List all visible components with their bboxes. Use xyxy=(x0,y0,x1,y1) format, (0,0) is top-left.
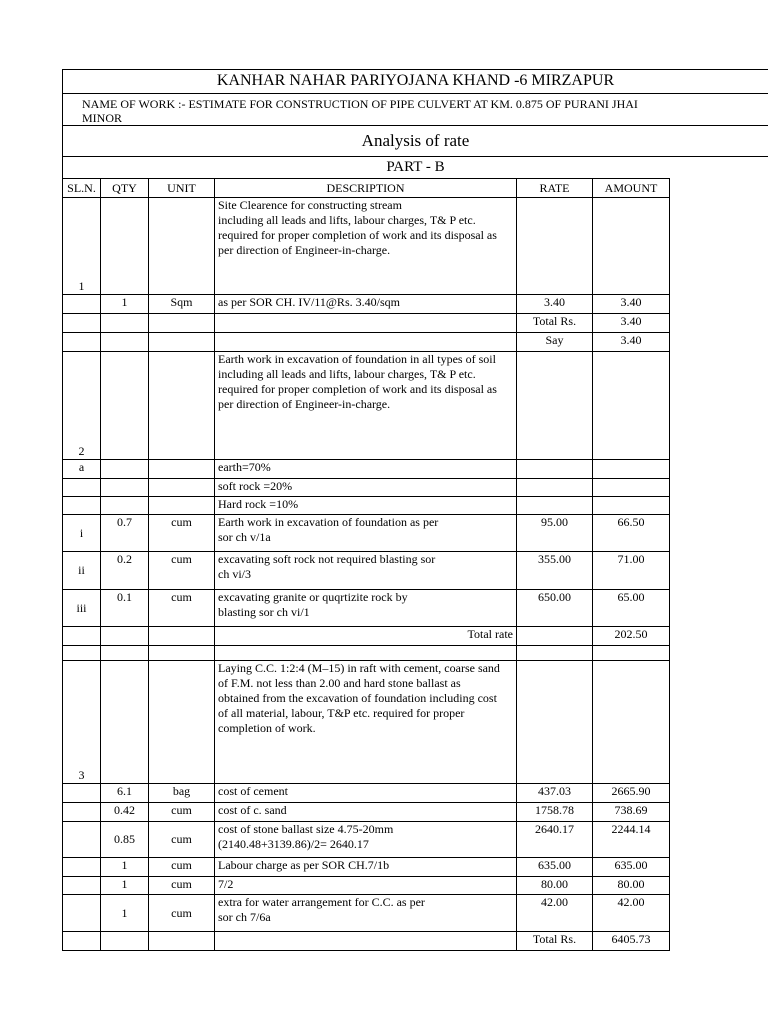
table-row xyxy=(63,552,670,590)
cell-sl xyxy=(63,784,101,803)
cell-amount: 635.00 xyxy=(593,858,670,877)
cell-unit xyxy=(149,627,215,646)
cell-amount xyxy=(593,352,670,460)
cell-rate: 650.00 xyxy=(517,590,593,627)
table-row xyxy=(63,895,670,932)
cell-description: earth=70% xyxy=(215,460,517,479)
cell-unit xyxy=(149,460,215,479)
table-row xyxy=(63,479,670,497)
table-row xyxy=(63,333,670,352)
table-body xyxy=(63,198,670,951)
cell-rate xyxy=(517,198,593,295)
cell-unit: Sqm xyxy=(149,295,215,314)
table-row xyxy=(63,627,670,646)
cell-description: Labour charge as per SOR CH.7/1b xyxy=(215,858,517,877)
table-row xyxy=(63,784,670,803)
col-header-rate: RATE xyxy=(517,179,593,198)
cell-sl: iii xyxy=(63,590,101,627)
table-row xyxy=(63,877,670,895)
cell-amount: 2665.90 xyxy=(593,784,670,803)
cell-unit: cum xyxy=(149,803,215,822)
col-header-unit: UNIT xyxy=(149,179,215,198)
col-header-qty: QTY xyxy=(101,179,149,198)
cell-qty: 1 xyxy=(101,295,149,314)
cell-description: 7/2 xyxy=(215,877,517,895)
cell-rate: 42.00 xyxy=(517,895,593,932)
cell-qty xyxy=(101,627,149,646)
cell-sl xyxy=(63,314,101,333)
cell-qty: 1 xyxy=(101,858,149,877)
cell-sl: 1 xyxy=(63,198,101,295)
cell-sl xyxy=(63,803,101,822)
table-row xyxy=(63,295,670,314)
cell-amount: 80.00 xyxy=(593,877,670,895)
table-row xyxy=(63,932,670,951)
cell-rate xyxy=(517,627,593,646)
cell-description xyxy=(215,314,517,333)
cell-unit: bag xyxy=(149,784,215,803)
cell-unit xyxy=(149,661,215,784)
cell-qty xyxy=(101,661,149,784)
cell-description: excavating soft rock not required blasting sor ch vi/3 xyxy=(215,552,517,590)
cell-qty xyxy=(101,932,149,951)
cell-qty xyxy=(101,333,149,352)
cell-unit xyxy=(149,646,215,661)
cell-amount: 3.40 xyxy=(593,333,670,352)
cell-sl: 2 xyxy=(63,352,101,460)
cell-description: Site Clearence for constructing stream including all leads and lifts, labour charges, T& P etc. required for proper completion of work and its disposal as per direction of Engineer-in-charge. xyxy=(215,198,517,295)
cell-qty xyxy=(101,198,149,295)
cell-qty: 0.42 xyxy=(101,803,149,822)
cell-description xyxy=(215,646,517,661)
cell-sl: ii xyxy=(63,552,101,590)
cell-sl xyxy=(63,932,101,951)
cell-amount: 202.50 xyxy=(593,627,670,646)
name-of-work: NAME OF WORK :- ESTIMATE FOR CONSTRUCTION OF PIPE CULVERT AT KM. 0.875 OF PURANI JHAI MINOR xyxy=(62,93,768,125)
cell-amount: 738.69 xyxy=(593,803,670,822)
cell-amount xyxy=(593,661,670,784)
part-heading: PART - B xyxy=(62,156,768,178)
cell-rate: 437.03 xyxy=(517,784,593,803)
cell-qty xyxy=(101,497,149,515)
table-row xyxy=(63,515,670,552)
table-row xyxy=(63,198,670,295)
cell-amount xyxy=(593,479,670,497)
cell-rate xyxy=(517,352,593,460)
cell-amount xyxy=(593,646,670,661)
cell-description: Earth work in excavation of foundation in all types of soil including all leads and lifts, labour charges, T& P etc. required for proper completion of work and its disposal as per direction of Engineer-in-charge. xyxy=(215,352,517,460)
cell-unit xyxy=(149,352,215,460)
cell-qty: 0.7 xyxy=(101,515,149,552)
cell-qty xyxy=(101,646,149,661)
table-row xyxy=(63,497,670,515)
cell-sl: a xyxy=(63,460,101,479)
cell-amount: 3.40 xyxy=(593,295,670,314)
cell-sl xyxy=(63,479,101,497)
cell-sl xyxy=(63,822,101,858)
cell-description: cost of stone ballast size 4.75-20mm (2140.48+3139.86)/2= 2640.17 xyxy=(215,822,517,858)
cell-unit xyxy=(149,314,215,333)
cell-sl xyxy=(63,895,101,932)
cell-rate: 355.00 xyxy=(517,552,593,590)
cell-description: excavating granite or quqrtizite rock by blasting sor ch vi/1 xyxy=(215,590,517,627)
cell-unit: cum xyxy=(149,895,215,932)
cell-rate: Say xyxy=(517,333,593,352)
cell-rate xyxy=(517,661,593,784)
cell-qty: 0.1 xyxy=(101,590,149,627)
cell-unit: cum xyxy=(149,515,215,552)
table-row xyxy=(63,803,670,822)
cell-description xyxy=(215,932,517,951)
analysis-heading: Analysis of rate xyxy=(62,125,768,156)
cell-rate: 3.40 xyxy=(517,295,593,314)
cell-amount: 71.00 xyxy=(593,552,670,590)
cell-sl: i xyxy=(63,515,101,552)
cell-unit xyxy=(149,932,215,951)
rate-analysis-table xyxy=(62,178,670,951)
col-header-description: DESCRIPTION xyxy=(215,179,517,198)
table-row xyxy=(63,352,670,460)
col-header-amount: AMOUNT xyxy=(593,179,670,198)
cell-description: Hard rock =10% xyxy=(215,497,517,515)
cell-sl xyxy=(63,295,101,314)
cell-sl xyxy=(63,627,101,646)
cell-qty: 6.1 xyxy=(101,784,149,803)
cell-unit: cum xyxy=(149,590,215,627)
cell-rate xyxy=(517,479,593,497)
cell-rate xyxy=(517,497,593,515)
cell-amount: 3.40 xyxy=(593,314,670,333)
table-header-row xyxy=(63,179,670,198)
cell-sl xyxy=(63,858,101,877)
table-row xyxy=(63,314,670,333)
cell-description: cost of c. sand xyxy=(215,803,517,822)
table-row xyxy=(63,460,670,479)
col-header-sl: SL.N. xyxy=(63,179,101,198)
cell-description: cost of cement xyxy=(215,784,517,803)
cell-unit xyxy=(149,479,215,497)
table-row xyxy=(63,822,670,858)
cell-amount: 65.00 xyxy=(593,590,670,627)
cell-amount: 66.50 xyxy=(593,515,670,552)
cell-description: as per SOR CH. IV/11@Rs. 3.40/sqm xyxy=(215,295,517,314)
cell-unit: cum xyxy=(149,877,215,895)
cell-amount xyxy=(593,460,670,479)
table-row xyxy=(63,646,670,661)
cell-qty: 0.2 xyxy=(101,552,149,590)
cell-rate: 2640.17 xyxy=(517,822,593,858)
cell-total-label: Total rate xyxy=(215,627,517,646)
cell-rate: 635.00 xyxy=(517,858,593,877)
cell-sl: 3 xyxy=(63,661,101,784)
cell-unit: cum xyxy=(149,858,215,877)
cell-rate: 95.00 xyxy=(517,515,593,552)
cell-sl xyxy=(63,646,101,661)
cell-description: Earth work in excavation of foundation as per sor ch v/1a xyxy=(215,515,517,552)
cell-qty: 1 xyxy=(101,877,149,895)
cell-rate xyxy=(517,460,593,479)
cell-unit: cum xyxy=(149,822,215,858)
cell-sl xyxy=(63,877,101,895)
sheet-title: KANHAR NAHAR PARIYOJANA KHAND -6 MIRZAPUR xyxy=(62,69,768,93)
cell-amount xyxy=(593,198,670,295)
cell-rate: Total Rs. xyxy=(517,932,593,951)
cell-amount: 42.00 xyxy=(593,895,670,932)
estimate-sheet xyxy=(62,69,768,951)
table-row xyxy=(63,661,670,784)
table-row xyxy=(63,590,670,627)
cell-qty xyxy=(101,352,149,460)
cell-unit xyxy=(149,333,215,352)
cell-qty: 1 xyxy=(101,895,149,932)
cell-rate: 80.00 xyxy=(517,877,593,895)
cell-description: soft rock =20% xyxy=(215,479,517,497)
cell-rate: Total Rs. xyxy=(517,314,593,333)
cell-amount: 2244.14 xyxy=(593,822,670,858)
cell-unit xyxy=(149,198,215,295)
cell-sl xyxy=(63,333,101,352)
cell-rate: 1758.78 xyxy=(517,803,593,822)
cell-qty: 0.85 xyxy=(101,822,149,858)
cell-sl xyxy=(63,497,101,515)
cell-qty xyxy=(101,479,149,497)
cell-amount xyxy=(593,497,670,515)
cell-amount: 6405.73 xyxy=(593,932,670,951)
cell-description xyxy=(215,333,517,352)
cell-unit xyxy=(149,497,215,515)
cell-qty xyxy=(101,460,149,479)
cell-rate xyxy=(517,646,593,661)
table-row xyxy=(63,858,670,877)
cell-qty xyxy=(101,314,149,333)
cell-description: Laying C.C. 1:2:4 (M–15) in raft with cement, coarse sand of F.M. not less than 2.00 and hard stone ballast as obtained from the excavation of foundation including cost of all material, labour, T&P etc. required for proper completion of work. xyxy=(215,661,517,784)
cell-description: extra for water arrangement for C.C. as per sor ch 7/6a xyxy=(215,895,517,932)
cell-unit: cum xyxy=(149,552,215,590)
